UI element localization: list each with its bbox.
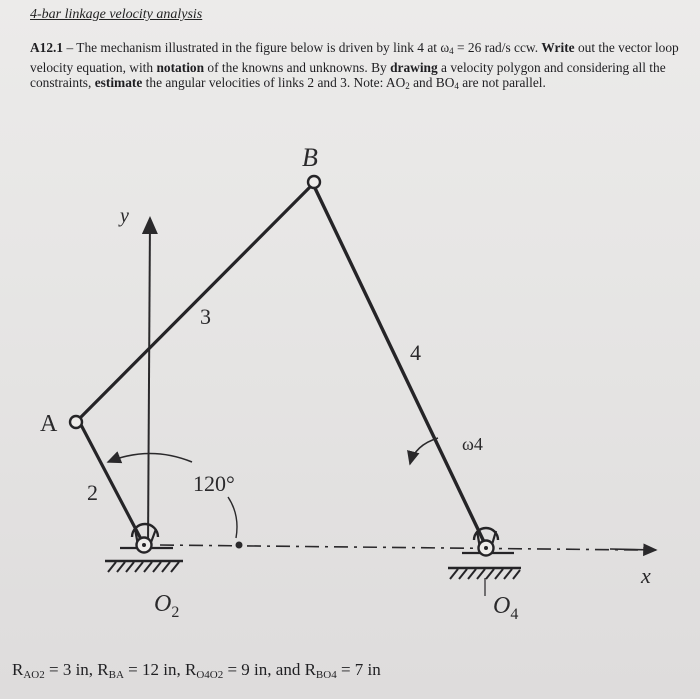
joint-a bbox=[70, 416, 82, 428]
ground-pivot-o4 bbox=[448, 528, 521, 596]
omega-4-label: ω4 bbox=[462, 434, 483, 454]
link-lengths: $R_{AO2} = 3$ in, $R_{BA} = 12$ in, $R_{O4O2} = 9$ in, and $R_{BO4} = 7$ in bbox=[12, 660, 381, 681]
omega-4-arc bbox=[410, 438, 438, 464]
link-4-label: 4 bbox=[410, 340, 421, 365]
angle-label: 120° bbox=[193, 471, 235, 496]
problem-statement: A12.1 – The mechanism illustrated in the figure below is driven by link 4 at $\omega_4 = 26$ rad/s ccw. Write out the vector loop velocity equation, with notation of the knowns and unknowns. By drawing a velocity polygon and considering all the constraints, estimate the angular velocities of links 2 and 3. Note: $AO_2$ and $BO_4$ are not parallel. bbox=[30, 40, 679, 91]
o4-label: $O_4$ bbox=[493, 593, 519, 623]
problem-id: A12.1 bbox=[30, 40, 64, 55]
o2-label: $O_2$ bbox=[154, 591, 180, 621]
link-3 bbox=[78, 185, 312, 420]
angle-dot bbox=[236, 542, 243, 549]
joint-b-label: B bbox=[302, 143, 318, 172]
joint-a-label: A bbox=[40, 411, 58, 437]
ground-pivot-o2 bbox=[105, 524, 183, 572]
y-axis bbox=[148, 218, 150, 545]
y-axis-label: y bbox=[120, 205, 129, 227]
link-4 bbox=[314, 186, 485, 544]
x-axis bbox=[160, 545, 640, 550]
link-2-label: 2 bbox=[87, 480, 98, 505]
angle-leader bbox=[228, 497, 237, 538]
x-axis-label: x bbox=[641, 563, 651, 588]
x-axis-arrow bbox=[610, 549, 656, 550]
link-3-label: 3 bbox=[200, 304, 211, 329]
angle-arc bbox=[108, 454, 192, 463]
joint-b bbox=[308, 176, 320, 188]
worksheet-title: 4-bar linkage velocity analysis bbox=[30, 7, 203, 22]
